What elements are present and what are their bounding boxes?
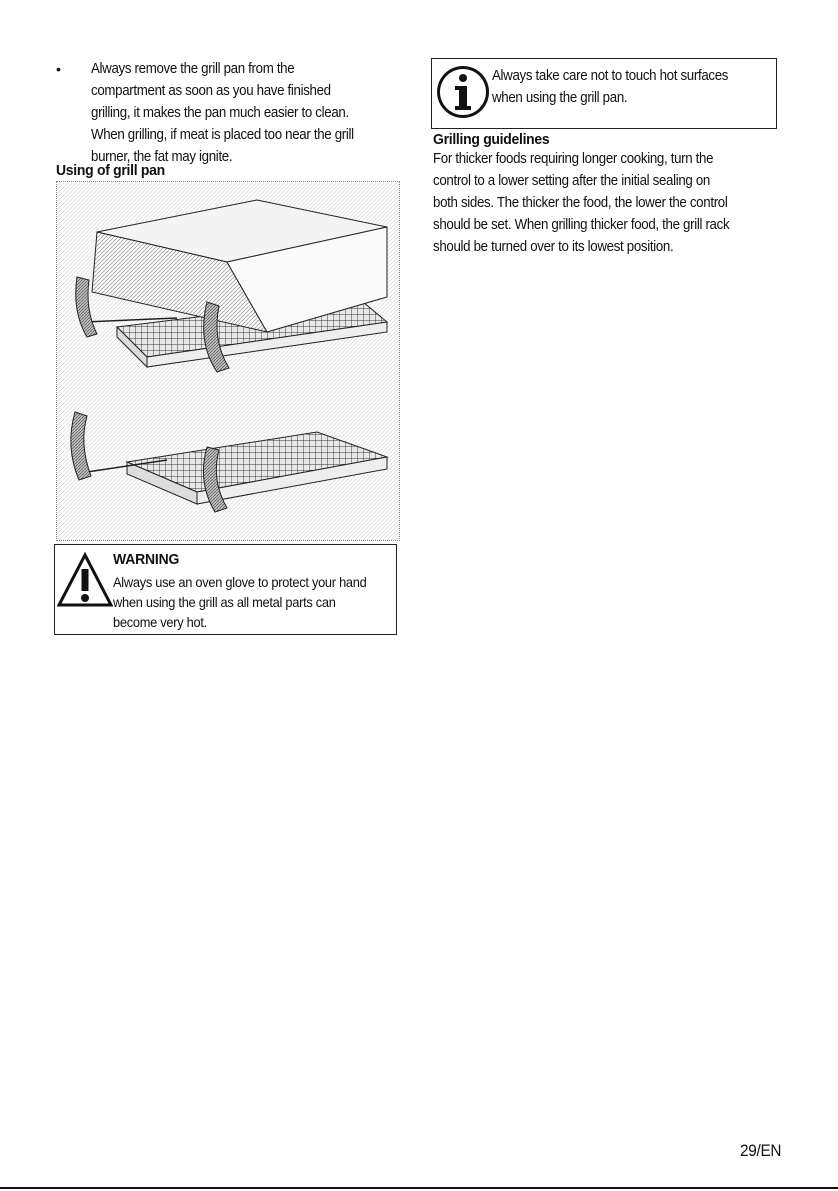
warning-box bbox=[54, 544, 397, 635]
section-heading-grill-pan: Using of grill pan bbox=[56, 162, 165, 179]
bullet-line: burner, the fat may ignite. bbox=[91, 149, 233, 165]
bullet-line: When grilling, if meat is placed too near the grill bbox=[91, 127, 354, 143]
bullet-line: Always remove the grill pan from the bbox=[91, 61, 295, 77]
grill-pan-illustration bbox=[56, 181, 400, 541]
page-number: 29/EN bbox=[740, 1141, 782, 1160]
paragraph-line: should be set. When grilling thicker food, the grill rack bbox=[433, 217, 730, 233]
info-text bbox=[492, 65, 771, 109]
bullet-marker: • bbox=[56, 61, 61, 77]
paragraph-line: both sides. The thicker the food, the lower the control bbox=[433, 195, 728, 211]
info-icon bbox=[433, 62, 493, 126]
paragraph-line: control to a lower setting after the initial sealing on bbox=[433, 173, 711, 189]
warning-line: become very hot. bbox=[113, 615, 207, 630]
warning-line: Always use an oven glove to protect your hand bbox=[113, 575, 367, 590]
footer-divider bbox=[0, 1187, 838, 1189]
info-line: when using the grill pan. bbox=[492, 90, 628, 106]
warning-text bbox=[113, 573, 392, 633]
warning-title: WARNING bbox=[113, 551, 180, 568]
bullet-text bbox=[91, 58, 407, 168]
paragraph-line: should be turned over to its lowest position. bbox=[433, 239, 674, 255]
bullet-line: compartment as soon as you have finished bbox=[91, 83, 331, 99]
grill-pan-drawing bbox=[57, 182, 399, 540]
section-heading-grilling-guidelines: Grilling guidelines bbox=[433, 131, 550, 148]
grilling-guidelines-paragraph bbox=[433, 148, 779, 258]
warning-line: when using the grill as all metal parts can bbox=[113, 595, 336, 610]
info-box bbox=[431, 58, 777, 129]
paragraph-line: For thicker foods requiring longer cooking, turn the bbox=[433, 151, 714, 167]
info-line: Always take care not to touch hot surfaces bbox=[492, 68, 729, 84]
warning-triangle-icon bbox=[57, 551, 113, 607]
bullet-line: grilling, it makes the pan much easier to clean. bbox=[91, 105, 349, 121]
